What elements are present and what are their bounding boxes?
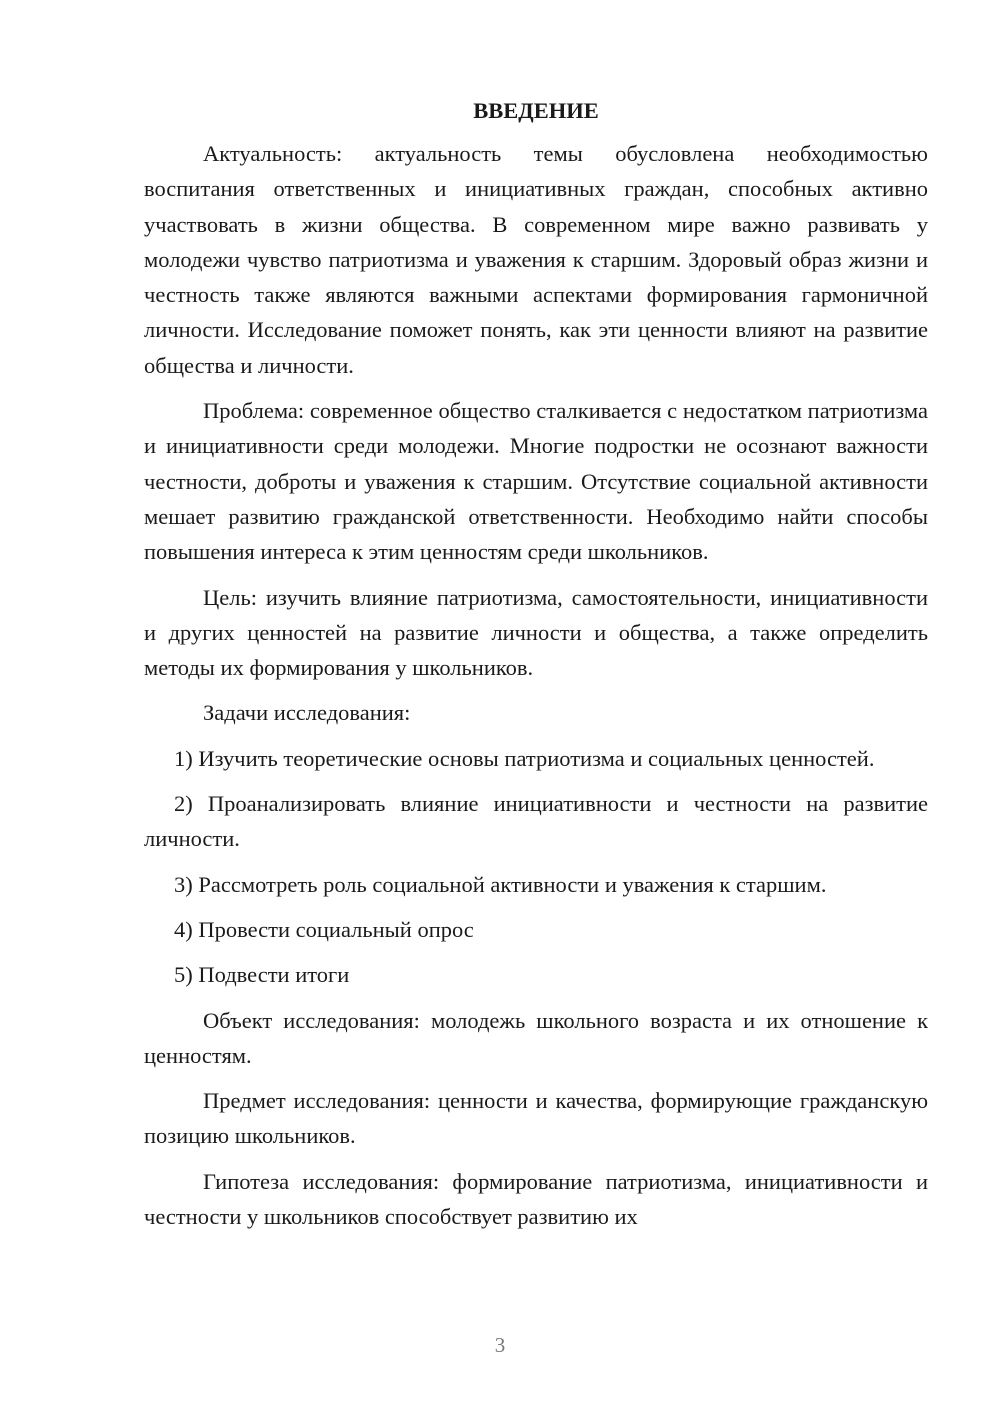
problem-paragraph: Проблема: современное общество сталкивается с недостатком патриотизма и инициативности среди молодежи. Многие подростки не осознают важности честности, доброты и уважения к старшим. Отсутствие социальной активности мешает развитию гражданской ответственности. Необходимо найти способы повышения интереса к этим ценностям среди школьников. [144, 398, 928, 565]
task-item: 1) Изучить теоретические основы патриотизма и социальных ценностей. [174, 745, 875, 771]
relevance-paragraph: Актуальность: актуальность темы обусловлена необходимостью воспитания ответственных и инициативных граждан, способных активно участвовать в жизни общества. В современном мире важно развивать у молодежи чувство патриотизма и уважения к старшим. Здоровый образ жизни и честность также являются важными аспектами формирования гармоничной личности. Исследование поможет понять, как эти ценности влияют на развитие общества и личности. [144, 141, 928, 378]
object-paragraph: Объект исследования: молодежь школьного возраста и их отношение к ценностям. [144, 1007, 928, 1068]
task-item: 3) Рассмотреть роль социальной активности и уважения к старшим. [174, 871, 827, 897]
task-item: 2) Проанализировать влияние инициативности и честности на развитие личности. [144, 791, 928, 852]
subject-paragraph: Предмет исследования: ценности и качества, формирующие гражданскую позицию школьников. [144, 1088, 928, 1149]
section-heading: ВВЕДЕНИЕ [473, 98, 599, 123]
task-item: 4) Провести социальный опрос [174, 916, 474, 942]
page-content [144, 96, 928, 1244]
tasks-heading: Задачи исследования: [203, 700, 411, 726]
goal-paragraph: Цель: изучить влияние патриотизма, самостоятельности, инициативности и других ценностей на развитие личности и общества, а также определить методы их формирования у школьников. [144, 584, 928, 681]
hypothesis-paragraph: Гипотеза исследования: формирование патриотизма, инициативности и честности у школьников способствует развитию их [144, 1168, 928, 1230]
page-number: 3 [494, 1333, 506, 1357]
task-item: 5) Подвести итоги [174, 962, 350, 988]
